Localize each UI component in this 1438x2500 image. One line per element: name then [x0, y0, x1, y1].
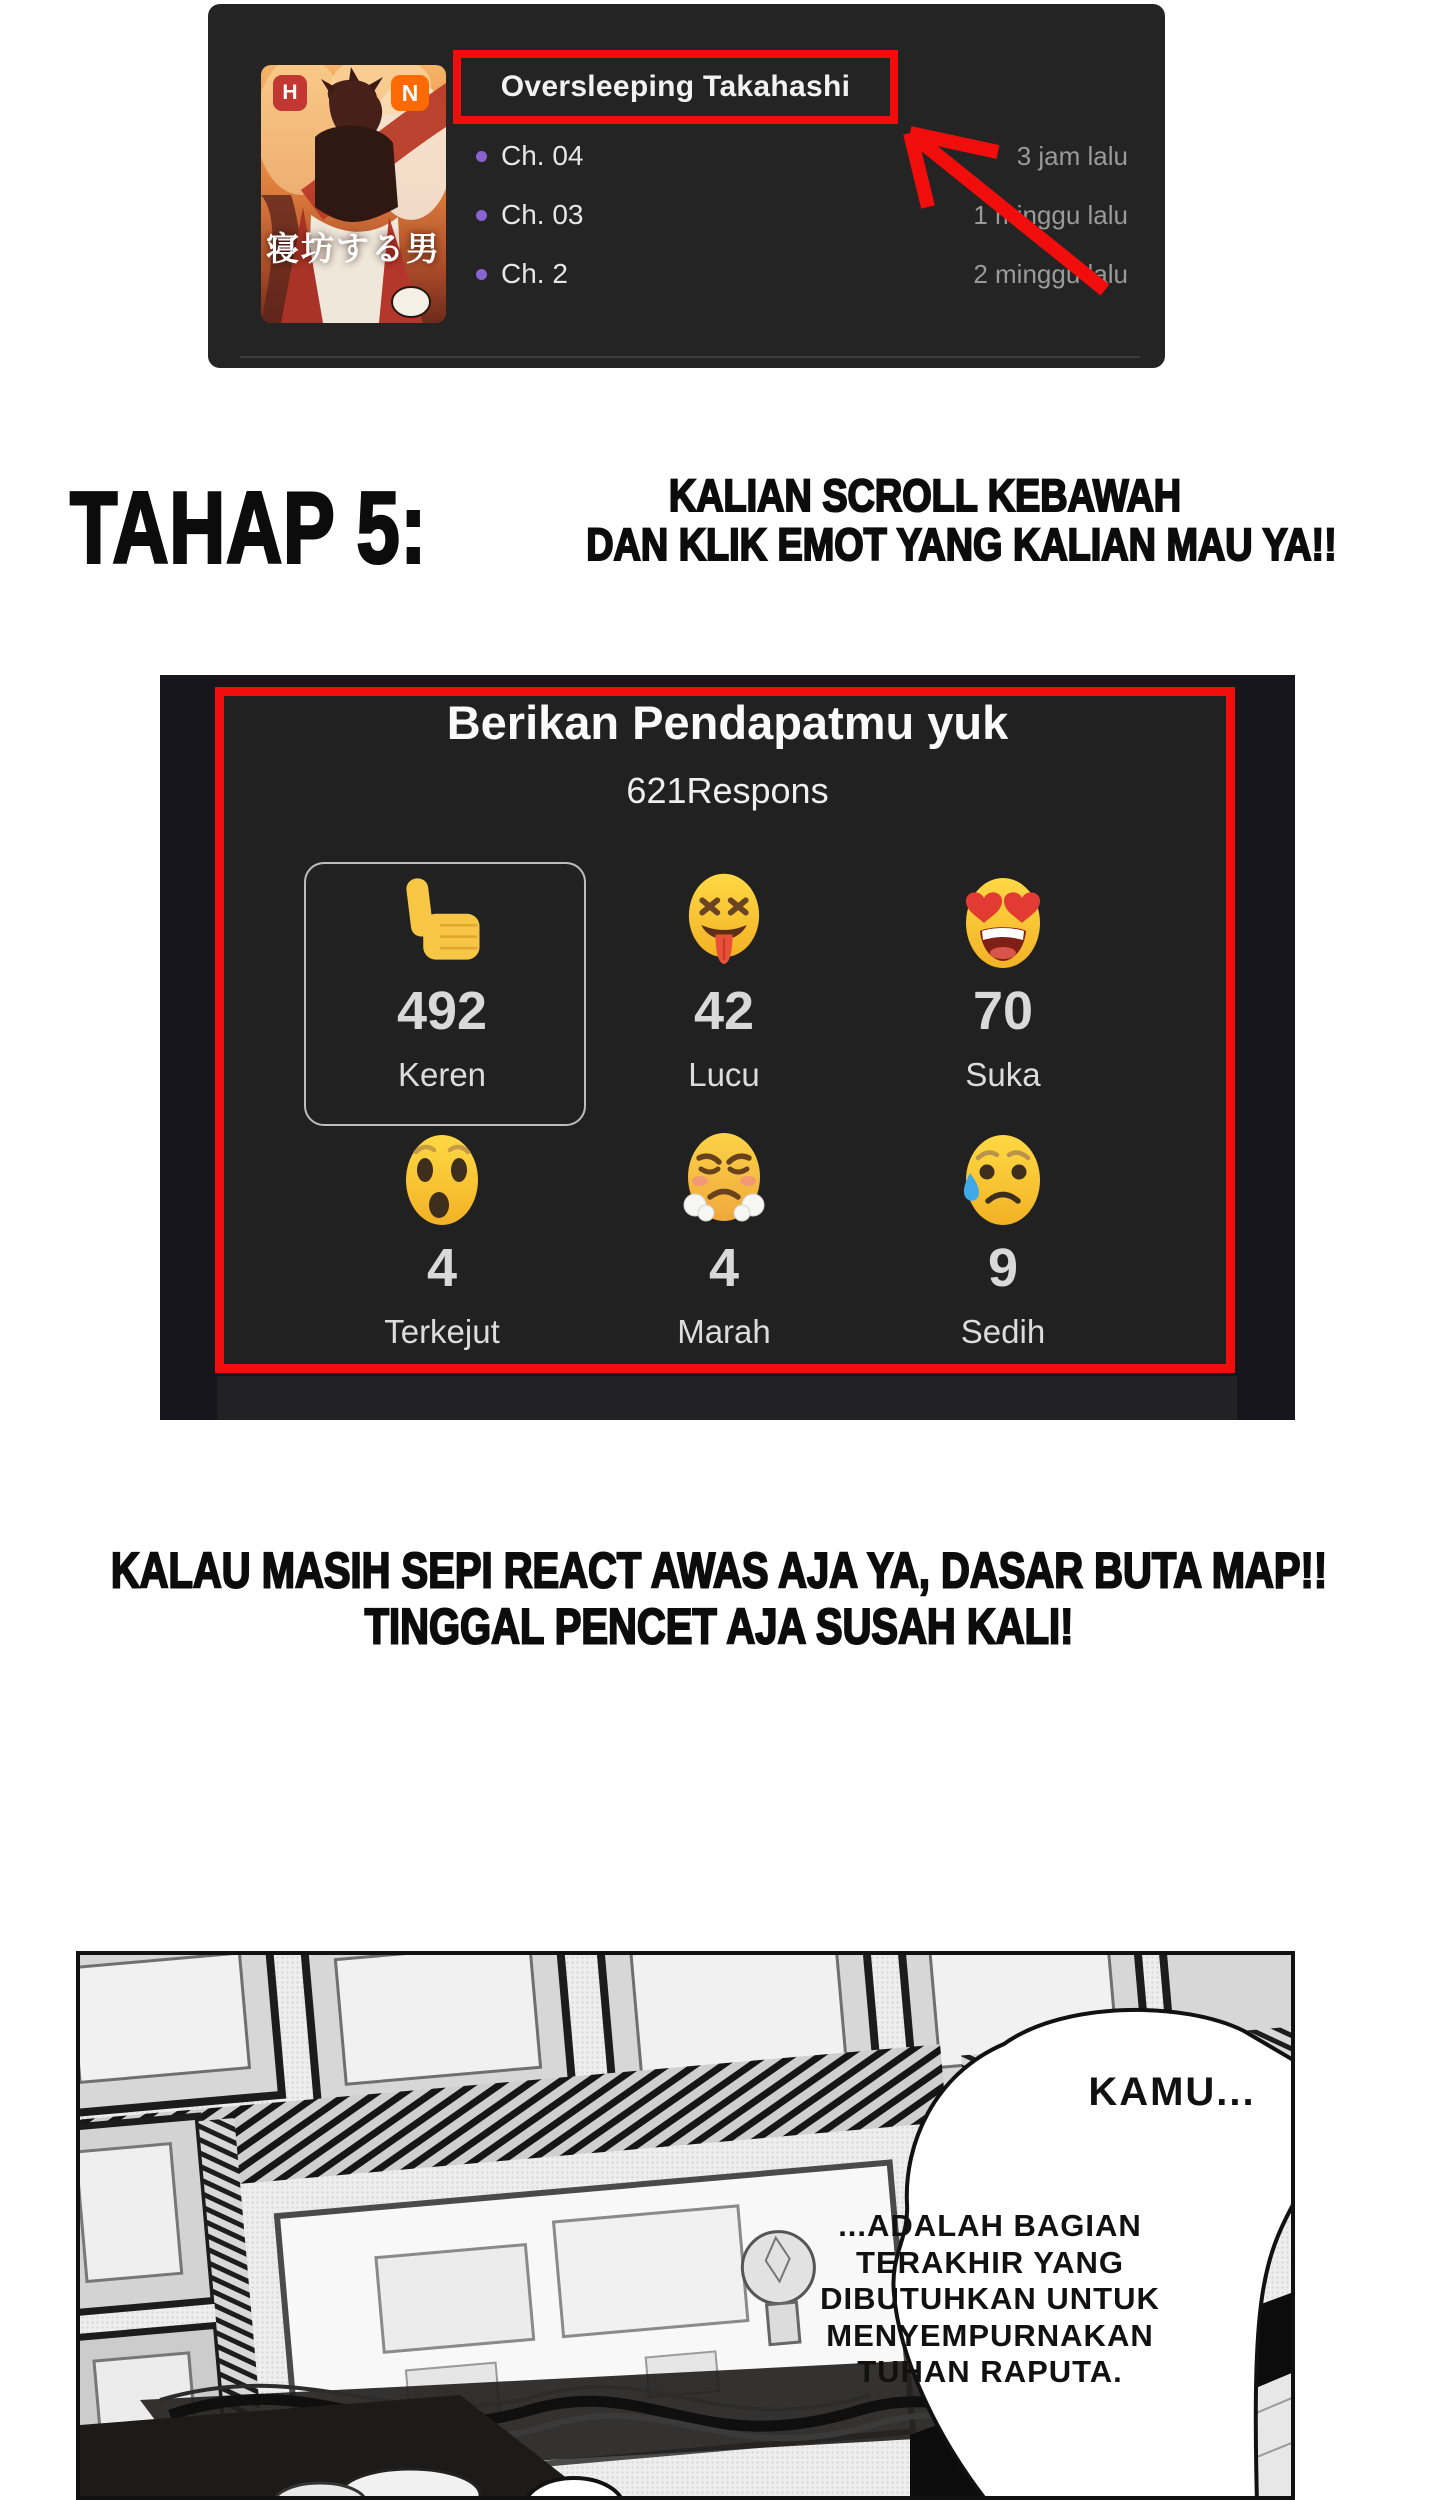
- chapter-label[interactable]: Ch. 04: [501, 140, 584, 171]
- thumbs-up-emoji-icon: [322, 868, 562, 984]
- bubble-text-top: KAMU...: [1088, 2070, 1256, 2114]
- reaction-label: Suka: [965, 1056, 1041, 1093]
- warning-line2: TINGGAL PENCET AJA SUSAH KALI!: [364, 1598, 1074, 1655]
- warning-line1: KALAU MASIH SEPI REACT AWAS AJA YA, DASAR BUTA MAP!!: [110, 1542, 1328, 1599]
- cover-thumbnail[interactable]: [261, 65, 446, 323]
- reaction-count: 70: [972, 981, 1034, 1041]
- reaction-label: Terkejut: [384, 1313, 500, 1350]
- chapter-time: 2 minggu lalu: [973, 258, 1128, 289]
- step-instruction-line1: KALIAN SCROLL KEBAWAH: [668, 470, 1182, 522]
- reaction-cell-terkejut[interactable]: [322, 1125, 562, 1351]
- chapter-time: 3 jam lalu: [1016, 140, 1128, 171]
- reaction-panel-title: Berikan Pendapatmu yuk: [446, 696, 1009, 749]
- card-divider: [240, 356, 1140, 358]
- reaction-count: 9: [987, 1238, 1019, 1298]
- reaction-cell-suka[interactable]: [883, 868, 1123, 1094]
- bubble-line: MENYEMPURNAKAN: [826, 2317, 1154, 2353]
- cover-japanese-title: 寝坊する男: [266, 230, 441, 267]
- squinting-tongue-emoji-icon: [604, 868, 844, 984]
- chapter-time: 1 minggu lalu: [973, 199, 1128, 230]
- reaction-cell-lucu[interactable]: [604, 868, 844, 1094]
- bubble-text-body: [780, 2208, 1200, 2391]
- reaction-count: 492: [396, 981, 488, 1041]
- bubble-line: TERAKHIR YANG: [856, 2244, 1124, 2280]
- reaction-total-count: 621Respons: [626, 770, 829, 811]
- reaction-panel: [160, 675, 1295, 1420]
- reaction-count: 4: [708, 1238, 740, 1298]
- reaction-label: Sedih: [960, 1313, 1046, 1350]
- reaction-cell-marah[interactable]: [604, 1125, 844, 1351]
- reaction-label: Keren: [397, 1056, 487, 1093]
- bubble-line: ...ADALAH BAGIAN: [838, 2208, 1142, 2243]
- chapter-bullet-icon: [476, 151, 487, 162]
- step-heading: TAHAP 5:: [70, 471, 428, 585]
- surprised-emoji-icon: [322, 1125, 562, 1241]
- badge-h: H: [273, 75, 307, 111]
- chapter-label[interactable]: Ch. 2: [501, 258, 568, 289]
- step-instructions: [586, 470, 1337, 571]
- reaction-count: 42: [693, 981, 755, 1041]
- reaction-cell-sedih[interactable]: [883, 1125, 1123, 1351]
- annotation-arrow-icon: [880, 110, 1130, 310]
- panel-bottom-strip: [217, 1376, 1237, 1420]
- manga-title[interactable]: Oversleeping Takahashi: [500, 70, 851, 103]
- chapter-bullet-icon: [476, 210, 487, 221]
- highlight-box-title: [453, 50, 898, 124]
- chapter-label[interactable]: Ch. 03: [501, 199, 584, 230]
- chapter-bullet-icon: [476, 269, 487, 280]
- reaction-cell-keren[interactable]: [322, 868, 562, 1094]
- step-instruction-line2: DAN KLIK EMOT YANG KALIAN MAU YA!!: [586, 519, 1337, 571]
- bubble-line: TUHAN RAPUTA.: [857, 2354, 1123, 2389]
- reaction-count: 4: [426, 1238, 458, 1298]
- reaction-label: Lucu: [688, 1056, 760, 1093]
- reaction-label: Marah: [677, 1313, 771, 1350]
- sad-tear-emoji-icon: [883, 1125, 1123, 1241]
- bubble-line: DIBUTUHKAN UNTUK: [820, 2281, 1160, 2316]
- heart-eyes-emoji-icon: [883, 868, 1123, 984]
- badge-n: N: [391, 75, 429, 111]
- angry-steam-emoji-icon: [604, 1125, 844, 1241]
